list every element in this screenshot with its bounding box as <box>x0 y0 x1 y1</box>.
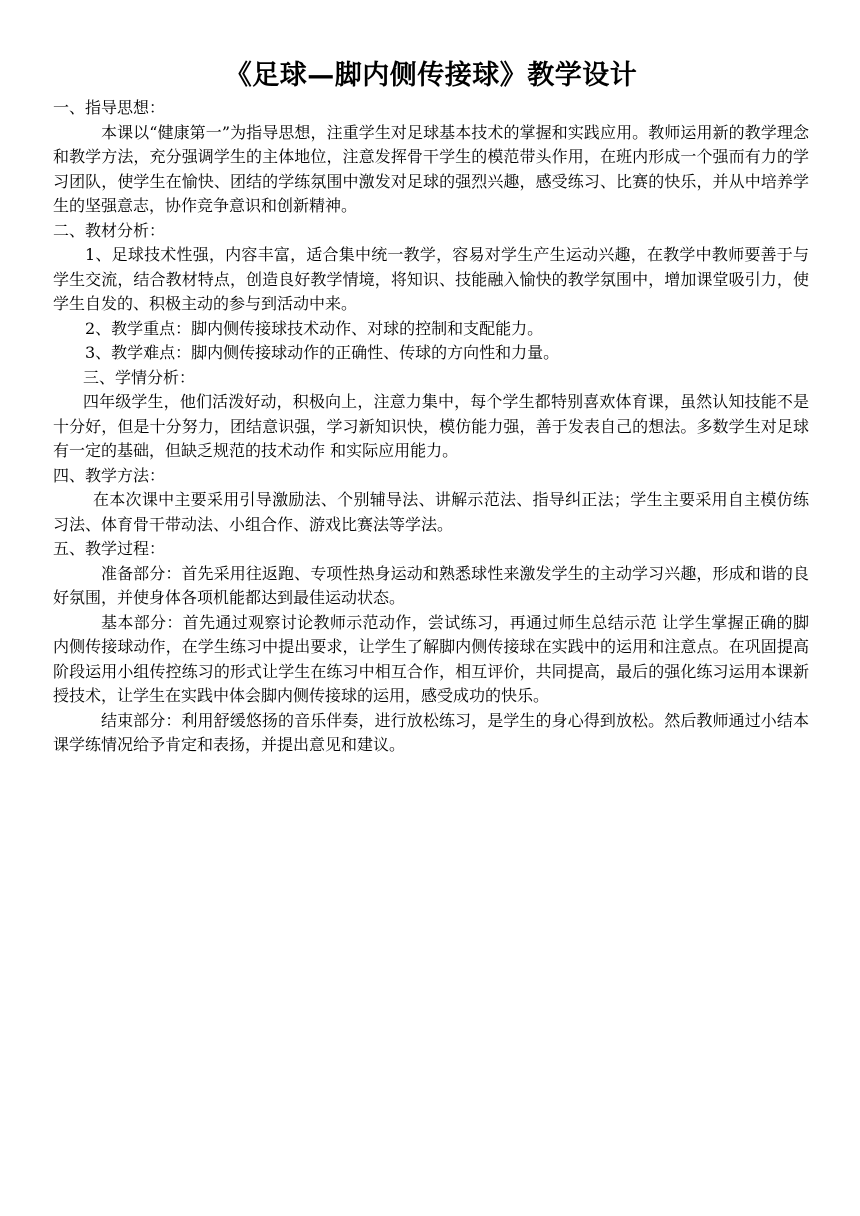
material-analysis-item-3: 3、教学难点：脚内侧传接球动作的正确性、传球的方向性和力量。 <box>85 343 560 362</box>
document-title: 《足球—脚内侧传接球》教学设计 <box>224 60 638 91</box>
teaching-process-prep-paragraph: 准备部分：首先采用往返跑、专项性热身运动和熟悉球性来激发学生的主动学习兴趣，形成和谐的良好氛围，并使身体各项机能都达到最佳运动状态。 <box>53 563 809 607</box>
teaching-process-basic-paragraph: 基本部分：首先通过观察讨论教师示范动作，尝试练习，再通过师生总结示范 让学生掌握正确的脚内侧传接球动作，在学生练习中提出要求，让学生了解脚内侧传接球在实践中的运用和注意点。在巩固提高阶段运用小组传控练习的形式让学生在练习中相互合作，相互评价，共同提高，最后的强化练习运用本课新授技术，让学生在实践中体会脚内侧传接球的运用，感受成功的快乐。 <box>53 612 809 705</box>
material-analysis-item-2: 2、教学重点：脚内侧传接球技术动作、对球的控制和支配能力。 <box>85 318 544 338</box>
section-heading-guiding-ideology: 一、指导思想： <box>53 98 166 117</box>
guiding-ideology-paragraph: 本课以“健康第一”为指导思想，注重学生对足球基本技术的掌握和实践应用。教师运用新的教学理念和教学方法，充分强调学生的主体地位，注意发挥骨干学生的模范带头作用，在班内形成一个强而有力的学习团队，使学生在愉快、团结的学练氛围中激发对足球的强烈兴趣，感受练习、比赛的快乐，并从中培养学生的坚强意志，协作竞争意识和创新精神。 <box>53 122 809 215</box>
section-heading-material-analysis: 二、教材分析： <box>53 220 166 240</box>
section-heading-teaching-methods: 四、教学方法： <box>53 465 166 485</box>
student-analysis-paragraph: 四年级学生，他们活泼好动，积极向上，注意力集中，每个学生都特别喜欢体育课，虽然认知技能不是十分好，但是十分努力，团结意识强，学习新知识快，模仿能力强，善于发表自己的想法。多数学生对足球有一定的基础，但缺乏规范的技术动作 和实际应用能力。 <box>53 392 809 460</box>
section-heading-student-analysis: 三、学情分析： <box>83 367 196 387</box>
document-page <box>53 56 809 758</box>
material-analysis-item-1: 1、足球技术性强，内容丰富，适合集中统一教学，容易对学生产生运动兴趣，在教学中教师要善于与学生交流，结合教材特点，创造良好教学情境，将知识、技能融入愉快的教学氛围中，增加课堂吸引力，使学生自发的、积极主动的参与到活动中来。 <box>53 245 809 313</box>
teaching-methods-paragraph: 在本次课中主要采用引导激励法、个别辅导法、讲解示范法、指导纠正法；学生主要采用自主模仿练习法、体育骨干带动法、小组合作、游戏比赛法等学法。 <box>53 490 809 534</box>
teaching-process-end-paragraph: 结束部分：利用舒缓悠扬的音乐伴奏，进行放松练习，是学生的身心得到放松。然后教师通过小结本课学练情况给予肯定和表扬，并提出意见和建议。 <box>53 710 809 754</box>
section-heading-teaching-process: 五、教学过程： <box>53 539 166 558</box>
